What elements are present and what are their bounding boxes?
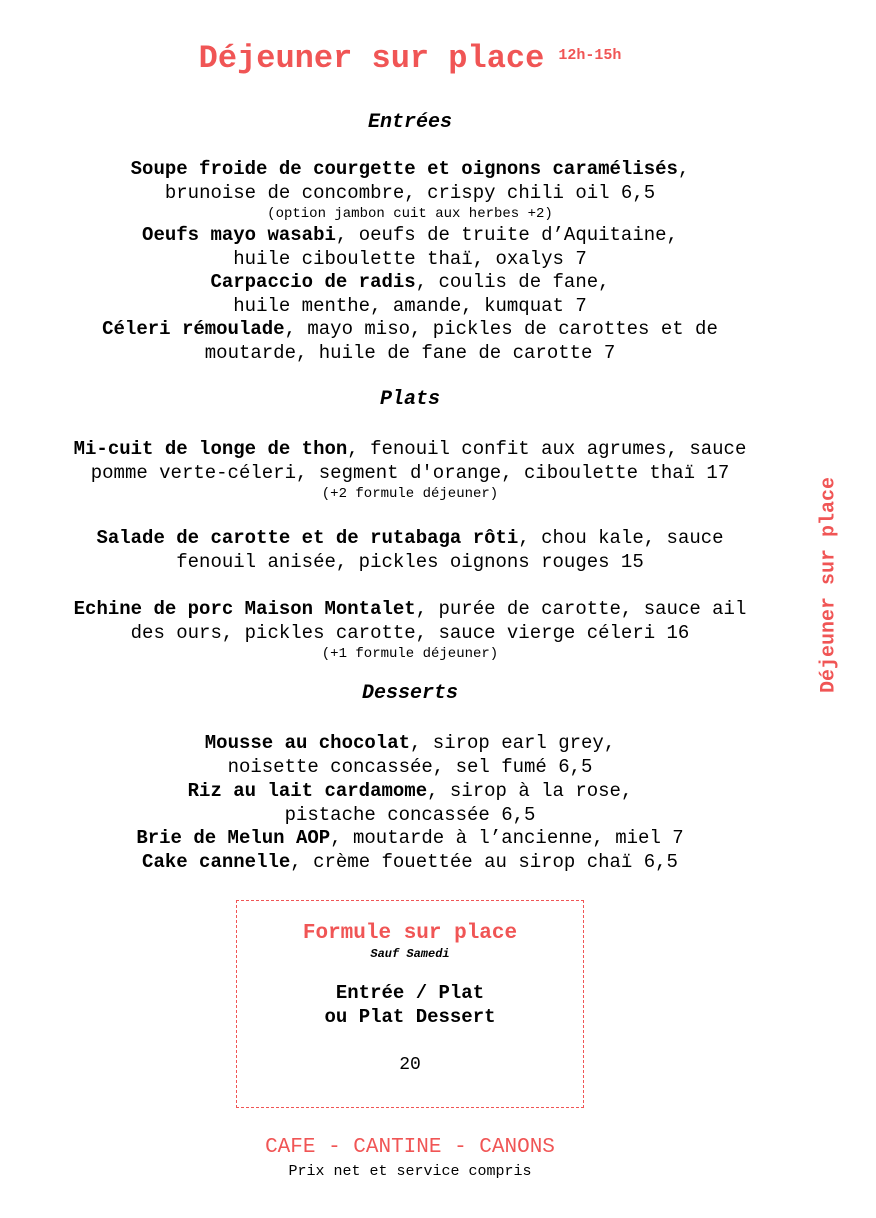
section-title-entrees: Entrées <box>367 111 452 134</box>
footer-tagline: CAFE - CANTINE - CANONS <box>265 1136 555 1159</box>
dish-plat-3 <box>20 598 800 663</box>
dish-desc: pomme verte-céleri, segment d'orange, ciboulette thaï 17 <box>90 461 730 484</box>
dish-name: Oeufs mayo wasabi <box>142 224 336 246</box>
dish-note: (+2 formule déjeuner) <box>321 486 499 502</box>
dish-desc: , sirop earl grey, <box>410 732 616 754</box>
dish-dessert-2 <box>20 780 800 827</box>
dish-desc: , coulis de fane, <box>415 271 610 293</box>
dish-dessert-1 <box>20 732 800 779</box>
dish-name: Carpaccio de radis <box>210 271 416 293</box>
dish-desc: , moutarde à l’ancienne, miel 7 <box>330 827 684 849</box>
dish-entree-3 <box>20 271 800 318</box>
dish-desc: , chou kale, sauce <box>518 527 724 549</box>
dish-note: (option jambon cuit aux herbes +2) <box>267 206 553 222</box>
dish-desc: , mayo miso, pickles de carottes et de <box>284 318 718 340</box>
formula-title: Formule sur place <box>302 922 518 945</box>
menu-title: Déjeuner sur place <box>198 40 545 77</box>
dish-desc: huile menthe, amande, kumquat 7 <box>233 294 587 317</box>
dish-name: Cake cannelle <box>142 851 291 873</box>
formula-line-2: ou Plat Dessert <box>324 1006 496 1028</box>
dish-entree-2 <box>20 224 800 271</box>
dish-desc: , fenouil confit aux agrumes, sauce <box>347 438 747 460</box>
dish-name: Mousse au chocolat <box>204 732 410 754</box>
page-title <box>0 40 820 77</box>
dish-desc: , crème fouettée au sirop chaï 6,5 <box>290 851 678 873</box>
formula-box <box>236 900 584 1108</box>
footer-note: Prix net et service compris <box>288 1163 532 1180</box>
dish-desc: noisette concassée, sel fumé 6,5 <box>227 755 593 778</box>
dish-name: Riz au lait cardamome <box>187 780 428 802</box>
service-hours: 12h-15h <box>558 47 622 64</box>
dish-desc: , purée de carotte, sauce ail <box>415 598 747 620</box>
dish-name: Salade de carotte et de rutabaga rôti <box>96 527 519 549</box>
dish-plat-1 <box>20 438 800 503</box>
formula-subtitle: Sauf Samedi <box>370 947 450 961</box>
dish-dessert-4 <box>20 851 800 875</box>
dish-desc: pistache concassée 6,5 <box>284 803 536 826</box>
dish-desc: huile ciboulette thaï, oxalys 7 <box>233 247 587 270</box>
dish-entree-4 <box>20 318 800 365</box>
dish-desc: fenouil anisée, pickles oignons rouges 15 <box>176 550 644 573</box>
formula-line-1: Entrée / Plat <box>335 982 485 1004</box>
section-title-desserts: Desserts <box>361 682 458 705</box>
dish-note: (+1 formule déjeuner) <box>321 646 499 662</box>
footer <box>0 1136 820 1180</box>
dish-name: Céleri rémoulade <box>102 318 285 340</box>
dish-entree-1 <box>20 158 800 223</box>
dish-dessert-3 <box>20 827 800 851</box>
dish-desc: , sirop à la rose, <box>427 780 633 802</box>
dish-desc: des ours, pickles carotte, sauce vierge céleri 16 <box>130 621 690 644</box>
dish-name: Echine de porc Maison Montalet <box>73 598 416 620</box>
formula-price: 20 <box>399 1055 421 1075</box>
section-title-plats: Plats <box>379 388 440 411</box>
dish-desc: brunoise de concombre, crispy chili oil 6,5 <box>164 181 656 204</box>
side-label-text: Déjeuner sur place <box>817 476 841 694</box>
dish-desc: , <box>677 158 690 180</box>
dish-plat-2 <box>20 527 800 574</box>
dish-name: Mi-cuit de longe de thon <box>73 438 348 460</box>
dish-desc: moutarde, huile de fane de carotte 7 <box>204 341 616 364</box>
dish-name: Soupe froide de courgette et oignons caramélisés <box>130 158 678 180</box>
dish-desc: , oeufs de truite d’Aquitaine, <box>335 224 678 246</box>
dish-name: Brie de Melun AOP <box>136 827 331 849</box>
